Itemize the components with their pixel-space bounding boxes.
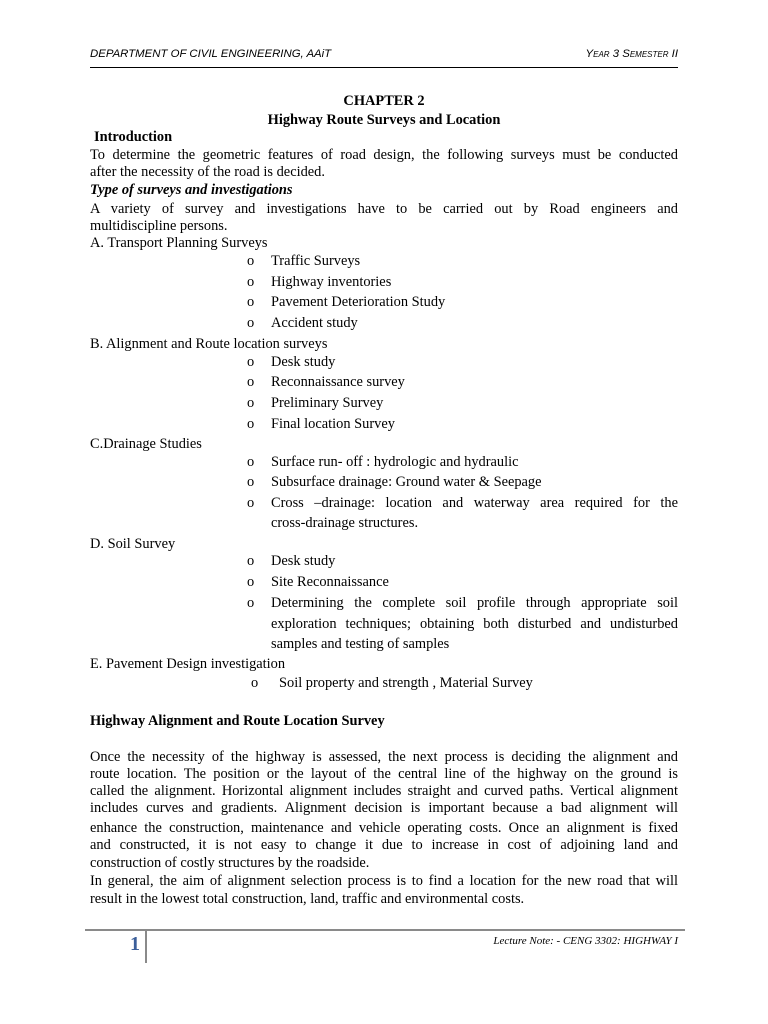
section-d-title: D. Soil Survey — [90, 536, 176, 552]
intro-line-2: after the necessity of the road is decided. — [90, 164, 325, 180]
list-item-continuation: samples and testing of samples — [271, 636, 450, 652]
footer-rule — [85, 929, 685, 931]
list-item: Reconnaissance survey — [271, 374, 405, 390]
paragraph-line: includes curves and gradients. Alignment decision is important because a bad alignment will — [90, 800, 678, 816]
paragraph-line: construction of costly structures by the roadside. — [90, 855, 370, 871]
list-item: Site Reconnaissance — [271, 574, 389, 590]
paragraph-line: and constructed, it is not easy to change it due to increase in cost of adjoining land and — [90, 837, 678, 853]
bullet: o — [247, 416, 255, 432]
list-item: Desk study — [271, 354, 336, 370]
paragraph-line: enhance the construction, maintenance and vehicle operating costs. Once an alignment is fixed — [90, 820, 678, 836]
bullet: o — [247, 595, 255, 611]
types-heading: Type of surveys and investigations — [90, 182, 293, 198]
list-item: Desk study — [271, 553, 336, 569]
chapter-number: CHAPTER 2 — [343, 93, 425, 109]
paragraph-line: Once the necessity of the highway is assessed, the next process is deciding the alignment and — [90, 749, 678, 765]
list-item: Determining the complete soil profile through appropriate soil — [271, 595, 678, 611]
page-number: 1 — [130, 933, 140, 955]
list-item: Subsurface drainage: Ground water & Seepage — [271, 474, 542, 490]
list-item: Final location Survey — [271, 416, 395, 432]
bullet: o — [247, 354, 255, 370]
list-item: Accident study — [271, 315, 358, 331]
section-c-title: C.Drainage Studies — [90, 436, 202, 452]
section-b-title: B. Alignment and Route location surveys — [90, 336, 328, 352]
bullet: o — [247, 395, 255, 411]
bullet: o — [247, 315, 255, 331]
page-header — [90, 48, 678, 65]
list-item-continuation: cross-drainage structures. — [271, 515, 419, 531]
list-item: Cross –drainage: location and waterway area required for the — [271, 495, 678, 511]
bullet: o — [247, 454, 255, 470]
header-year-semester: Year 3 Semester II — [585, 48, 678, 60]
paragraph-line: result in the lowest total construction, land, traffic and environmental costs. — [90, 891, 525, 907]
intro-line-1: To determine the geometric features of road design, the following surveys must be conducted — [90, 147, 678, 163]
paragraph-line: In general, the aim of alignment selection process is to find a location for the new road that will — [90, 873, 678, 889]
footer-lecture-note: Lecture Note: - CENG 3302: HIGHWAY I — [493, 935, 678, 947]
section-a-title: A. Transport Planning Surveys — [90, 235, 268, 251]
bullet: o — [247, 495, 255, 511]
header-department: DEPARTMENT OF CIVIL ENGINEERING, AAiT — [90, 48, 332, 60]
intro-heading: Introduction — [94, 129, 173, 145]
footer-divider — [145, 931, 147, 963]
types-line-1: A variety of survey and investigations have to be carried out by Road engineers and — [90, 201, 678, 217]
bullet: o — [247, 474, 255, 490]
bullet: o — [247, 374, 255, 390]
bullet: o — [247, 553, 255, 569]
bullet: o — [247, 274, 255, 290]
chapter-title: Highway Route Surveys and Location — [267, 112, 501, 128]
list-item: Pavement Deterioration Study — [271, 294, 446, 310]
list-item: Preliminary Survey — [271, 395, 384, 411]
bullet: o — [247, 253, 255, 269]
list-item: Surface run- off : hydrologic and hydraulic — [271, 454, 519, 470]
header-rule — [90, 67, 678, 68]
list-item: Soil property and strength , Material Survey — [279, 675, 533, 691]
bullet: o — [247, 574, 255, 590]
types-line-2: multidiscipline persons. — [90, 218, 228, 234]
list-item: Traffic Surveys — [271, 253, 361, 269]
bullet: o — [251, 675, 259, 691]
paragraph-line: called the alignment. Horizontal alignment includes straight and curved paths. Vertical alignment — [90, 783, 678, 799]
bullet: o — [247, 294, 255, 310]
alignment-heading: Highway Alignment and Route Location Survey — [90, 713, 385, 729]
paragraph-line: route location. The position or the layout of the central line of the highway on the ground is — [90, 766, 678, 782]
section-e-title: E. Pavement Design investigation — [90, 656, 286, 672]
list-item-continuation: exploration techniques; obtaining both disturbed and undisturbed — [271, 616, 678, 632]
list-item: Highway inventories — [271, 274, 392, 290]
